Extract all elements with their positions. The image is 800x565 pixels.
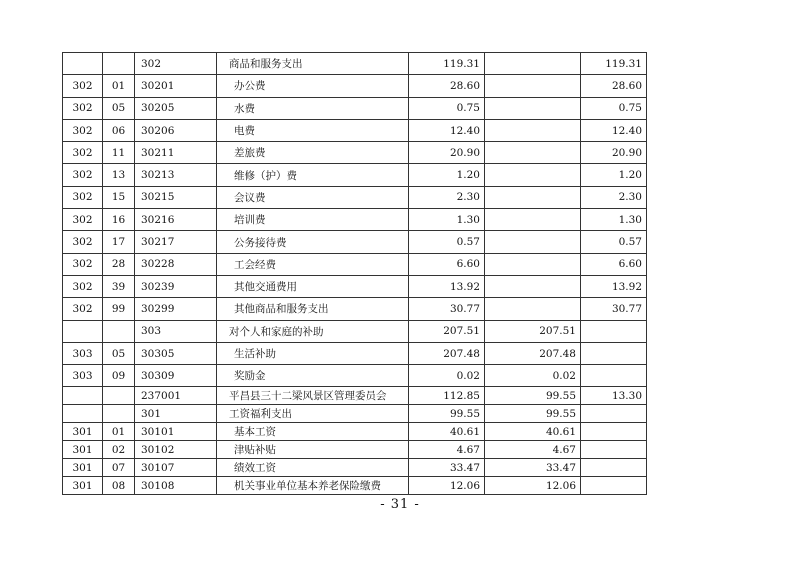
- item-name-cell: 工会经费: [217, 253, 409, 275]
- item-code-cell: [103, 387, 135, 405]
- project-expenditure-cell: 1.30: [581, 209, 647, 231]
- item-name-cell: 办公费: [217, 75, 409, 97]
- econ-code-cell: 303: [135, 320, 217, 342]
- project-expenditure-cell: 6.60: [581, 253, 647, 275]
- table-row: [63, 423, 647, 441]
- basic-expenditure-cell: 99.55: [485, 387, 581, 405]
- item-code-cell: 15: [103, 186, 135, 208]
- project-expenditure-cell: 0.75: [581, 97, 647, 119]
- basic-expenditure-cell: 99.55: [485, 405, 581, 423]
- class-code-cell: 301: [63, 423, 103, 441]
- total-amount-cell: 207.48: [409, 342, 485, 364]
- class-code-cell: [63, 387, 103, 405]
- table-row: [63, 253, 647, 275]
- total-amount-cell: 2.30: [409, 186, 485, 208]
- basic-expenditure-cell: [485, 186, 581, 208]
- item-name-cell: 生活补助: [217, 342, 409, 364]
- econ-code-cell: 30102: [135, 441, 217, 459]
- total-amount-cell: 20.90: [409, 142, 485, 164]
- basic-expenditure-cell: 40.61: [485, 423, 581, 441]
- table-row: [63, 186, 647, 208]
- basic-expenditure-cell: [485, 209, 581, 231]
- class-code-cell: 302: [63, 298, 103, 320]
- econ-code-cell: 30215: [135, 186, 217, 208]
- item-name-cell: 其他商品和服务支出: [217, 298, 409, 320]
- item-code-cell: [103, 53, 135, 75]
- total-amount-cell: 0.02: [409, 365, 485, 387]
- total-amount-cell: 0.57: [409, 231, 485, 253]
- table-row: [63, 365, 647, 387]
- item-code-cell: 07: [103, 459, 135, 477]
- class-code-cell: 302: [63, 209, 103, 231]
- item-code-cell: 08: [103, 477, 135, 495]
- project-expenditure-cell: 1.20: [581, 164, 647, 186]
- table-row: [63, 164, 647, 186]
- econ-code-cell: 30216: [135, 209, 217, 231]
- class-code-cell: 302: [63, 253, 103, 275]
- project-expenditure-cell: 2.30: [581, 186, 647, 208]
- item-code-cell: 16: [103, 209, 135, 231]
- basic-expenditure-cell: 12.06: [485, 477, 581, 495]
- total-amount-cell: 33.47: [409, 459, 485, 477]
- project-expenditure-cell: [581, 405, 647, 423]
- total-amount-cell: 99.55: [409, 405, 485, 423]
- econ-code-cell: 30108: [135, 477, 217, 495]
- total-amount-cell: 30.77: [409, 298, 485, 320]
- item-name-cell: 对个人和家庭的补助: [217, 320, 409, 342]
- item-name-cell: 其他交通费用: [217, 275, 409, 297]
- item-code-cell: 39: [103, 275, 135, 297]
- total-amount-cell: 28.60: [409, 75, 485, 97]
- class-code-cell: 301: [63, 459, 103, 477]
- total-amount-cell: 13.92: [409, 275, 485, 297]
- item-code-cell: 11: [103, 142, 135, 164]
- class-code-cell: 302: [63, 186, 103, 208]
- econ-code-cell: 30309: [135, 365, 217, 387]
- item-name-cell: 培训费: [217, 209, 409, 231]
- item-code-cell: 05: [103, 97, 135, 119]
- class-code-cell: 302: [63, 119, 103, 141]
- total-amount-cell: 12.06: [409, 477, 485, 495]
- project-expenditure-cell: 0.57: [581, 231, 647, 253]
- basic-expenditure-cell: [485, 119, 581, 141]
- table-row: [63, 275, 647, 297]
- basic-expenditure-cell: 207.51: [485, 320, 581, 342]
- basic-expenditure-cell: [485, 142, 581, 164]
- project-expenditure-cell: [581, 459, 647, 477]
- econ-code-cell: 30201: [135, 75, 217, 97]
- econ-code-cell: 302: [135, 53, 217, 75]
- item-name-cell: 津贴补贴: [217, 441, 409, 459]
- econ-code-cell: 30101: [135, 423, 217, 441]
- econ-code-cell: 30107: [135, 459, 217, 477]
- item-code-cell: 13: [103, 164, 135, 186]
- total-amount-cell: 119.31: [409, 53, 485, 75]
- total-amount-cell: 0.75: [409, 97, 485, 119]
- table-row: [63, 459, 647, 477]
- econ-code-cell: 30205: [135, 97, 217, 119]
- total-amount-cell: 207.51: [409, 320, 485, 342]
- project-expenditure-cell: 30.77: [581, 298, 647, 320]
- econ-code-cell: 30299: [135, 298, 217, 320]
- item-code-cell: [103, 320, 135, 342]
- table-body: [63, 53, 647, 495]
- project-expenditure-cell: [581, 441, 647, 459]
- econ-code-cell: 30206: [135, 119, 217, 141]
- basic-expenditure-cell: [485, 298, 581, 320]
- econ-code-cell: 30305: [135, 342, 217, 364]
- class-code-cell: 302: [63, 97, 103, 119]
- class-code-cell: 301: [63, 477, 103, 495]
- econ-code-cell: 237001: [135, 387, 217, 405]
- total-amount-cell: 1.20: [409, 164, 485, 186]
- project-expenditure-cell: 12.40: [581, 119, 647, 141]
- class-code-cell: [63, 53, 103, 75]
- basic-expenditure-cell: [485, 53, 581, 75]
- basic-expenditure-cell: [485, 275, 581, 297]
- item-code-cell: 06: [103, 119, 135, 141]
- item-name-cell: 会议费: [217, 186, 409, 208]
- total-amount-cell: 6.60: [409, 253, 485, 275]
- item-name-cell: 奖励金: [217, 365, 409, 387]
- item-code-cell: 01: [103, 423, 135, 441]
- table-row: [63, 441, 647, 459]
- project-expenditure-cell: 20.90: [581, 142, 647, 164]
- class-code-cell: 303: [63, 365, 103, 387]
- item-name-cell: 差旅费: [217, 142, 409, 164]
- table-row: [63, 298, 647, 320]
- project-expenditure-cell: 13.92: [581, 275, 647, 297]
- project-expenditure-cell: 119.31: [581, 53, 647, 75]
- item-code-cell: 01: [103, 75, 135, 97]
- item-name-cell: 公务接待费: [217, 231, 409, 253]
- basic-expenditure-cell: 207.48: [485, 342, 581, 364]
- table-row: [63, 97, 647, 119]
- class-code-cell: 303: [63, 342, 103, 364]
- item-name-cell: 商品和服务支出: [217, 53, 409, 75]
- project-expenditure-cell: 28.60: [581, 75, 647, 97]
- table-row: [63, 142, 647, 164]
- econ-code-cell: 30211: [135, 142, 217, 164]
- table-row: [63, 320, 647, 342]
- class-code-cell: 302: [63, 275, 103, 297]
- econ-code-cell: 30239: [135, 275, 217, 297]
- total-amount-cell: 112.85: [409, 387, 485, 405]
- econ-code-cell: 30213: [135, 164, 217, 186]
- item-name-cell: 水费: [217, 97, 409, 119]
- basic-expenditure-cell: [485, 253, 581, 275]
- basic-expenditure-cell: [485, 164, 581, 186]
- total-amount-cell: 12.40: [409, 119, 485, 141]
- project-expenditure-cell: [581, 320, 647, 342]
- item-code-cell: 28: [103, 253, 135, 275]
- item-name-cell: 绩效工资: [217, 459, 409, 477]
- item-code-cell: [103, 405, 135, 423]
- table-row: [63, 209, 647, 231]
- item-name-cell: 维修（护）费: [217, 164, 409, 186]
- table-row: [63, 342, 647, 364]
- item-code-cell: 99: [103, 298, 135, 320]
- basic-expenditure-cell: [485, 75, 581, 97]
- budget-table: [62, 52, 647, 495]
- item-code-cell: 09: [103, 365, 135, 387]
- basic-expenditure-cell: 33.47: [485, 459, 581, 477]
- basic-expenditure-cell: 4.67: [485, 441, 581, 459]
- class-code-cell: [63, 405, 103, 423]
- item-name-cell: 基本工资: [217, 423, 409, 441]
- item-name-cell: 机关事业单位基本养老保险缴费: [217, 477, 409, 495]
- project-expenditure-cell: [581, 477, 647, 495]
- table-row: [63, 231, 647, 253]
- project-expenditure-cell: 13.30: [581, 387, 647, 405]
- econ-code-cell: 30217: [135, 231, 217, 253]
- basic-expenditure-cell: [485, 231, 581, 253]
- class-code-cell: 302: [63, 75, 103, 97]
- class-code-cell: 301: [63, 441, 103, 459]
- econ-code-cell: 30228: [135, 253, 217, 275]
- class-code-cell: 302: [63, 231, 103, 253]
- table-row: [63, 405, 647, 423]
- item-name-cell: 工资福利支出: [217, 405, 409, 423]
- item-code-cell: 05: [103, 342, 135, 364]
- total-amount-cell: 40.61: [409, 423, 485, 441]
- econ-code-cell: 301: [135, 405, 217, 423]
- project-expenditure-cell: [581, 342, 647, 364]
- table-row: [63, 477, 647, 495]
- item-code-cell: 02: [103, 441, 135, 459]
- item-code-cell: 17: [103, 231, 135, 253]
- table-row: [63, 119, 647, 141]
- item-name-cell: 电费: [217, 119, 409, 141]
- total-amount-cell: 1.30: [409, 209, 485, 231]
- project-expenditure-cell: [581, 423, 647, 441]
- basic-expenditure-cell: [485, 97, 581, 119]
- project-expenditure-cell: [581, 365, 647, 387]
- class-code-cell: 302: [63, 142, 103, 164]
- total-amount-cell: 4.67: [409, 441, 485, 459]
- class-code-cell: 302: [63, 164, 103, 186]
- table-row: [63, 75, 647, 97]
- class-code-cell: [63, 320, 103, 342]
- table-row: [63, 387, 647, 405]
- page-number: - 31 -: [380, 497, 420, 512]
- item-name-cell: 平昌县三十二梁风景区管理委员会: [217, 387, 409, 405]
- basic-expenditure-cell: 0.02: [485, 365, 581, 387]
- table-row: [63, 53, 647, 75]
